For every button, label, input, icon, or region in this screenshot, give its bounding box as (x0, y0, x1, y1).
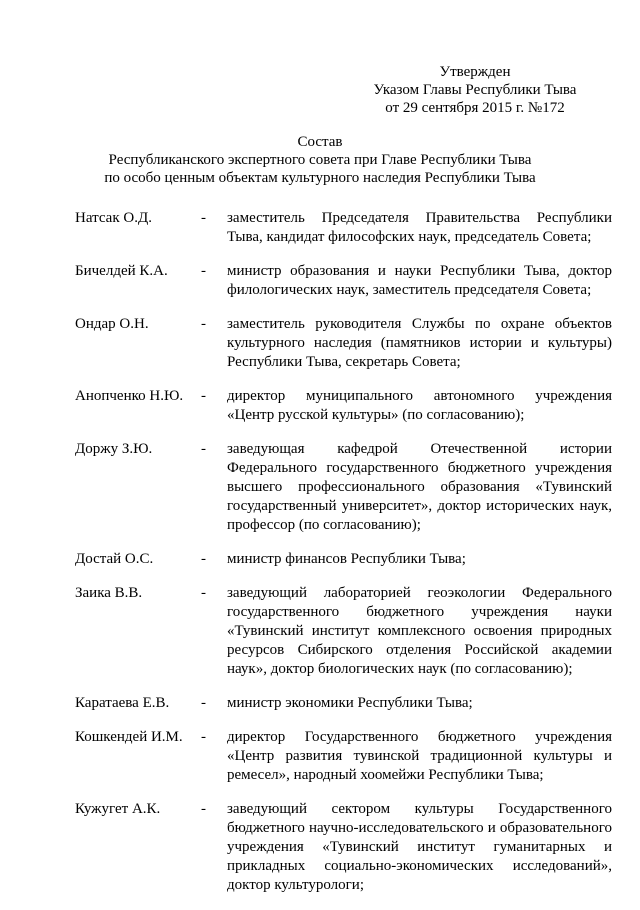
member-dash: - (201, 263, 206, 279)
member-dash: - (201, 695, 206, 711)
approval-block (340, 63, 610, 117)
member-row (75, 315, 615, 372)
member-dash: - (201, 210, 206, 226)
member-name: Ондар О.Н. (75, 316, 149, 332)
member-dash: - (201, 441, 206, 457)
member-description: заведующий сектором культуры Государственного бюджетного научно-исследовательского и образовательного учреждения «Тувинский институт гуманитарных и прикладных социально-экономических исследований», доктор культурологи; (227, 801, 612, 893)
member-row (75, 800, 615, 895)
member-name: Анопченко Н.Ю. (75, 388, 184, 404)
title-line-council: Республиканского экспертного совета при Главе Республики Тыва (108, 152, 532, 168)
member-description: министр финансов Республики Тыва; (227, 551, 466, 567)
member-row (75, 694, 615, 713)
member-name: Достай О.С. (75, 551, 154, 567)
approval-line-approved: Утвержден (439, 64, 511, 80)
member-dash: - (201, 729, 206, 745)
member-name: Кошкендей И.М. (75, 729, 183, 745)
member-row (75, 728, 615, 785)
member-row (75, 209, 615, 247)
member-dash: - (201, 551, 206, 567)
member-dash: - (201, 316, 206, 332)
member-dash: - (201, 585, 206, 601)
member-row (75, 584, 615, 679)
member-name: Бичелдей К.А. (75, 263, 168, 279)
approval-line-date: от 29 сентября 2015 г. №172 (385, 100, 565, 116)
member-name: Каратаева Е.В. (75, 695, 170, 711)
title-line-heritage: по особо ценным объектам культурного наследия Республики Тыва (104, 170, 536, 186)
approval-line-decree: Указом Главы Республики Тыва (373, 82, 577, 98)
member-description: заместитель руководителя Службы по охране объектов культурного наследия (памятников истории и культуры) Республики Тыва, секретарь Совета; (227, 316, 612, 370)
member-description: заведующий лабораторией геоэкологии Федерального государственного бюджетного учреждения науки «Тувинский институт комплексного освоения природных ресурсов Сибирского отделения Российской академии наук», доктор биологических наук (по согласованию); (227, 585, 612, 677)
member-description: директор муниципального автономного учреждения «Центр русской культуры» (по согласованию); (227, 388, 612, 423)
member-row (75, 387, 615, 425)
member-description: заместитель Председателя Правительства Республики Тыва, кандидат философских наук, председатель Совета; (227, 210, 612, 245)
member-dash: - (201, 388, 206, 404)
member-row (75, 440, 615, 535)
member-row (75, 262, 615, 300)
member-name: Натсак О.Д. (75, 210, 152, 226)
member-description: министр образования и науки Республики Тыва, доктор филологических наук, заместитель председателя Совета; (227, 263, 612, 298)
members-list (75, 209, 615, 910)
member-description: заведующая кафедрой Отечественной истории Федерального государственного бюджетного учреждения высшего профессионального образования «Тувинский государственный университет», доктор исторических наук, профессор (по согласованию); (227, 441, 612, 533)
title-line-composition: Состав (297, 134, 343, 150)
member-name: Заика В.В. (75, 585, 143, 601)
member-row (75, 550, 615, 569)
member-description: министр экономики Республики Тыва; (227, 695, 473, 711)
member-dash: - (201, 801, 206, 817)
document-title (40, 133, 600, 187)
member-name: Кужугет А.К. (75, 801, 161, 817)
member-description: директор Государственного бюджетного учреждения «Центр развития тувинской традиционной культуры и ремесел», народный хоомейжи Республики Тыва; (227, 729, 612, 783)
member-name: Доржу З.Ю. (75, 441, 153, 457)
